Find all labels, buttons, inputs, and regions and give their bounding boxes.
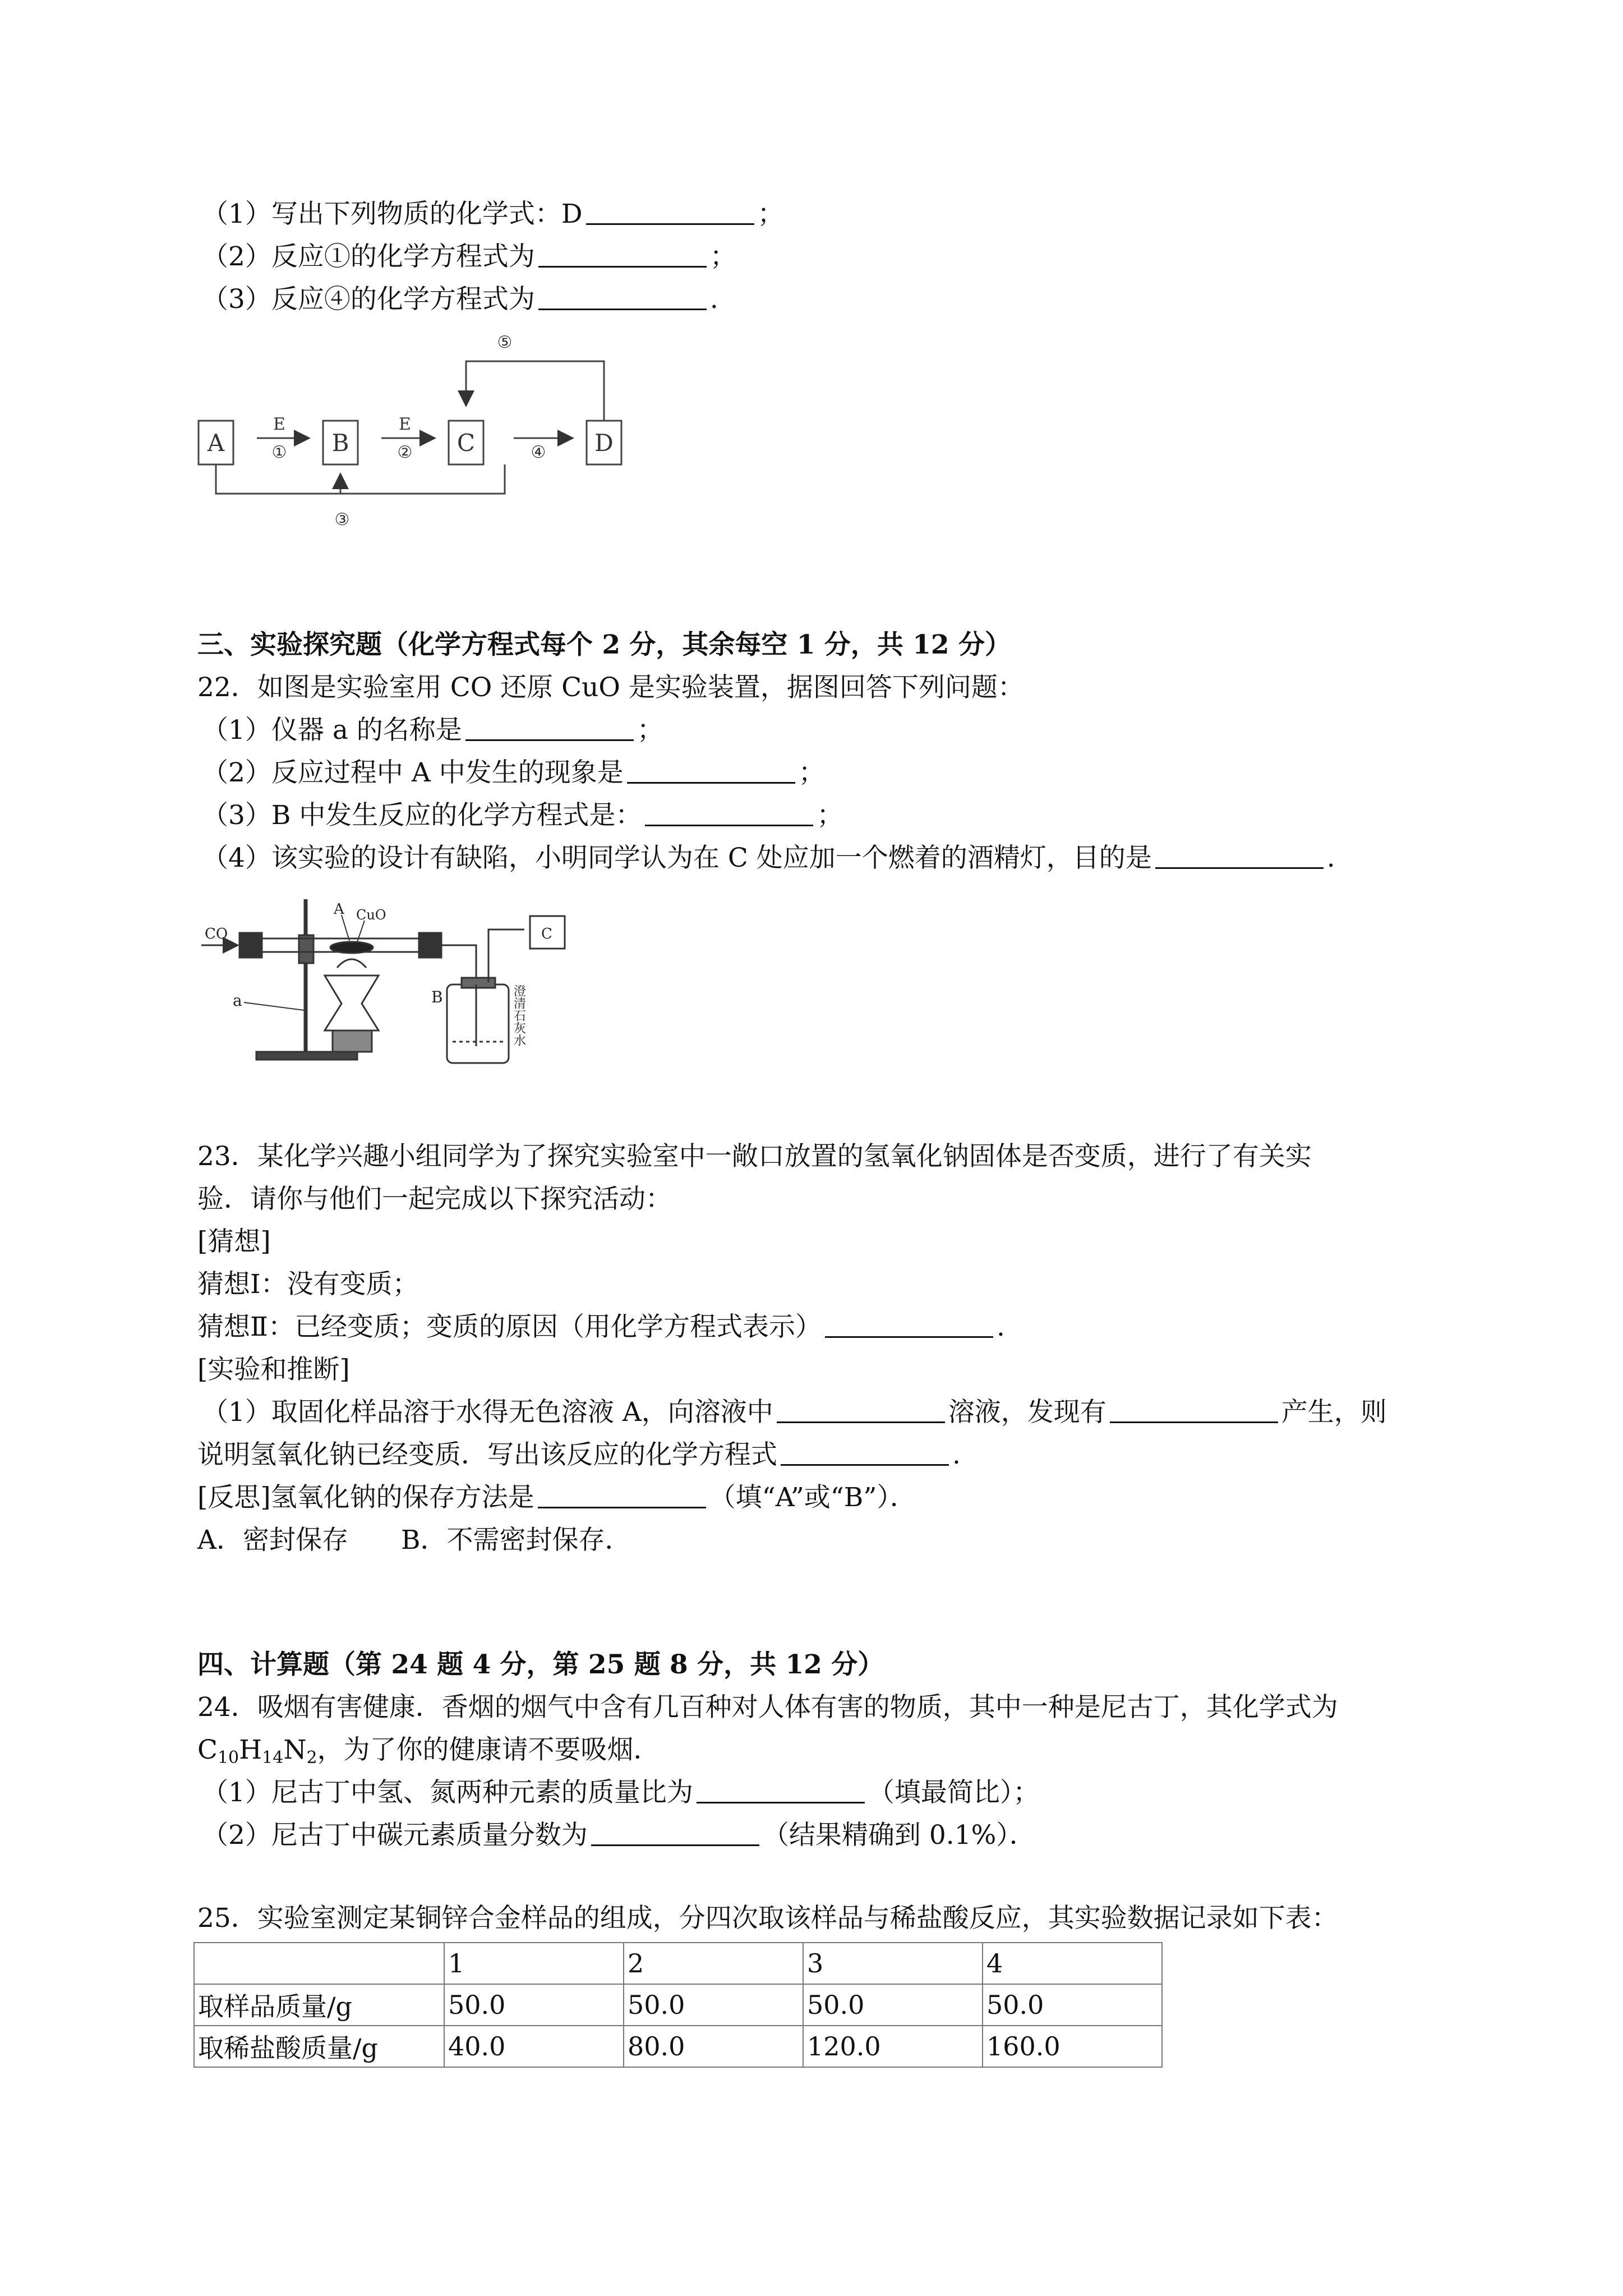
q24-sub2-text: （2）尼古丁中碳元素质量分数为 (202, 1820, 588, 1851)
answer-blank[interactable] (825, 1312, 993, 1338)
table-cell: 取样品质量/g (194, 1984, 444, 2026)
q24-sub1 (202, 1776, 1039, 1810)
table-cell: 50.0 (983, 1984, 1162, 2026)
q23-exp2-end: . (952, 1439, 961, 1470)
box-c-label: C (457, 429, 476, 457)
arrow-ab-bottom: ① (271, 443, 287, 462)
q24-sub2-end: （结果精确到 0.1%）． (762, 1820, 1036, 1851)
loop-5-arrow (466, 361, 604, 421)
label-a-upper-leader (342, 915, 349, 941)
q21-sub2 (202, 240, 736, 274)
answer-blank[interactable] (538, 241, 707, 268)
table-cell: 80.0 (624, 2026, 803, 2067)
q24-stem2-tail: ，为了你的健康请不要吸烟． (317, 1734, 660, 1765)
section4-heading: 四、计算题（第 24 题 4 分，第 25 题 8 分，共 12 分） (197, 1649, 884, 1680)
q22-sub2-end: ； (798, 757, 825, 788)
q21-sub3-end: . (709, 284, 718, 315)
bottle-exit-tube (488, 930, 524, 982)
q23-reflect-text: [反思]氢氧化钠的保存方法是 (197, 1482, 534, 1513)
arrow-bc-top: E (399, 415, 411, 434)
q21-sub1-end: ； (757, 199, 784, 229)
table-row (194, 2026, 1162, 2067)
table-header-cell (194, 1943, 444, 1984)
lamp-base (333, 1030, 372, 1052)
table-cell: 取稀盐酸质量/g (194, 2026, 444, 2067)
q23-stem-1: 23．某化学兴趣小组同学为了探究实验室中一敞口放置的氢氧化钠固体是否变质，进行了有关实 (197, 1141, 1312, 1172)
stand-base (256, 1052, 357, 1060)
arrow-bc-bottom: ② (397, 443, 413, 462)
answer-blank[interactable] (586, 199, 754, 225)
cuo-sample (330, 942, 373, 953)
burner-flame (337, 959, 366, 968)
table-header-cell: 4 (983, 1943, 1162, 1984)
table-cell: 40.0 (444, 2026, 624, 2067)
label-co: CO (205, 926, 228, 942)
answer-blank[interactable] (465, 715, 634, 741)
q23-reflect (197, 1481, 916, 1515)
table-header-row (194, 1943, 1162, 1984)
q24-sub1-text: （1）尼古丁中氢、氮两种元素的质量比为 (202, 1777, 693, 1808)
box-a-label: A (207, 429, 225, 457)
q23-guess-2 (197, 1310, 1005, 1344)
q22-sub3-text: （3）B 中发生反应的化学方程式是： (202, 800, 642, 831)
q23-stem-2: 验．请你与他们一起完成以下探究活动： (197, 1184, 672, 1214)
answer-blank[interactable] (1155, 843, 1324, 869)
q23-guess-1: 猜想Ⅰ：没有变质； (197, 1269, 419, 1300)
section3-heading: 三、实验探究题（化学方程式每个 2 分，其余每空 1 分，共 12 分） (197, 629, 1011, 660)
table-cell: 50.0 (803, 1984, 983, 2026)
answer-blank[interactable] (697, 1777, 865, 1803)
q25-stem: 25．实验室测定某铜锌合金样品的组成，分四次取该样品与稀盐酸反应，其实验数据记录如下表： (197, 1903, 1338, 1934)
table-header-cell: 1 (444, 1943, 624, 1984)
answer-blank[interactable] (538, 284, 707, 310)
table-cell: 50.0 (444, 1984, 624, 2026)
formula-h-count: 14 (262, 1748, 284, 1768)
q21-sub2-text: （2）反应①的化学方程式为 (202, 241, 535, 272)
q22-sub1-text: （1）仪器 a 的名称是 (202, 715, 462, 746)
loop-3-label: ③ (334, 510, 350, 530)
q22-sub2-text: （2）反应过程中 A 中发生的现象是 (202, 757, 624, 788)
q23-reflect-end: （填“A”或“B”）． (709, 1482, 916, 1513)
q23-exp-1 (202, 1396, 1387, 1429)
q22-sub4-text: （4）该实验的设计有缺陷，小明同学认为在 C 处应加一个燃着的酒精灯，目的是 (202, 843, 1152, 873)
label-a-leader (244, 1002, 305, 1010)
table-cell: 50.0 (624, 1984, 803, 2026)
label-a-lower: a (233, 991, 242, 1010)
q24-stem-1: 24．吸烟有害健康．香烟的烟气中含有几百种对人体有害的物质，其中一种是尼古丁，其化学式为 (197, 1692, 1338, 1723)
q22-sub2 (202, 756, 825, 790)
table-cell: 160.0 (983, 2026, 1162, 2067)
q22-sub3 (202, 799, 843, 832)
q23-exp1-b: 溶液，发现有 (948, 1397, 1106, 1428)
answer-blank[interactable] (645, 800, 813, 826)
arrow-ab-top: E (273, 415, 285, 434)
table-header-cell: 2 (624, 1943, 803, 1984)
q23-guess-heading: [猜想] (197, 1226, 271, 1257)
label-b: B (431, 988, 443, 1006)
q23-guess2-end: . (996, 1312, 1005, 1342)
bottle-b (447, 984, 509, 1063)
q24-stem-2 (197, 1733, 660, 1775)
label-limewater: 澄清石灰水 (511, 984, 526, 1046)
label-cuo: CuO (356, 907, 386, 923)
q21-flow-diagram (191, 325, 651, 539)
q22-sub4-end: . (1326, 843, 1335, 873)
q21-sub3-text: （3）反应④的化学方程式为 (202, 284, 535, 315)
formula-n: N (283, 1734, 307, 1765)
q23-exp-heading: [实验和推断] (197, 1354, 350, 1385)
answer-blank[interactable] (591, 1820, 759, 1846)
burner-body (325, 976, 379, 1030)
stopper-right (419, 933, 441, 958)
formula-n-count: 2 (306, 1748, 317, 1768)
bottle-stopper (462, 978, 495, 988)
formula-c: C (197, 1734, 218, 1765)
q21-sub1-text: （1）写出下列物质的化学式：D (202, 199, 583, 229)
label-c: C (541, 926, 552, 942)
q23-options: A．密封保存 B．不需密封保存． (197, 1525, 631, 1556)
q22-sub1-end: ； (637, 715, 663, 746)
answer-blank[interactable] (1110, 1397, 1278, 1423)
q23-exp1-c: 产生，则 (1281, 1397, 1387, 1428)
formula-c-count: 10 (217, 1748, 239, 1768)
answer-blank[interactable] (781, 1439, 949, 1466)
table-header-cell: 3 (803, 1943, 983, 1984)
q21-sub2-end: ； (709, 241, 736, 272)
table-cell: 120.0 (803, 2026, 983, 2067)
q24-sub2 (202, 1819, 1036, 1852)
q22-apparatus-figure (193, 884, 620, 1077)
q22-sub1 (202, 714, 663, 747)
box-d-label: D (594, 429, 614, 457)
q23-guess2-text: 猜想Ⅱ：已经变质；变质的原因（用化学方程式表示） (197, 1312, 822, 1342)
box-b-label: B (331, 429, 349, 457)
answer-blank[interactable] (627, 757, 795, 784)
q23-exp2-text: 说明氢氧化钠已经变质．写出该反应的化学方程式 (197, 1439, 777, 1470)
q22-stem: 22．如图是实验室用 CO 还原 CuO 是实验装置，据图回答下列问题： (197, 672, 1024, 703)
table-row (194, 1984, 1162, 2026)
q25-data-table (193, 1942, 1163, 2068)
arrow-cd-bottom: ④ (531, 443, 546, 462)
stopper-left (239, 933, 262, 958)
q22-sub4 (202, 841, 1335, 875)
answer-blank[interactable] (777, 1397, 945, 1423)
q23-exp1-a: （1）取固化样品溶于水得无色溶液 A，向溶液中 (202, 1397, 773, 1428)
loop-5-label: ⑤ (497, 333, 513, 352)
q21-sub1 (202, 197, 784, 231)
label-a-upper: A (334, 901, 344, 918)
q24-sub1-end: （填最简比）； (868, 1777, 1040, 1808)
q22-sub3-end: ； (817, 800, 843, 831)
formula-h: H (239, 1734, 262, 1765)
q21-sub3 (202, 283, 718, 316)
answer-blank[interactable] (538, 1482, 706, 1508)
q23-exp-2 (197, 1438, 961, 1472)
loop-3-line (216, 464, 505, 494)
